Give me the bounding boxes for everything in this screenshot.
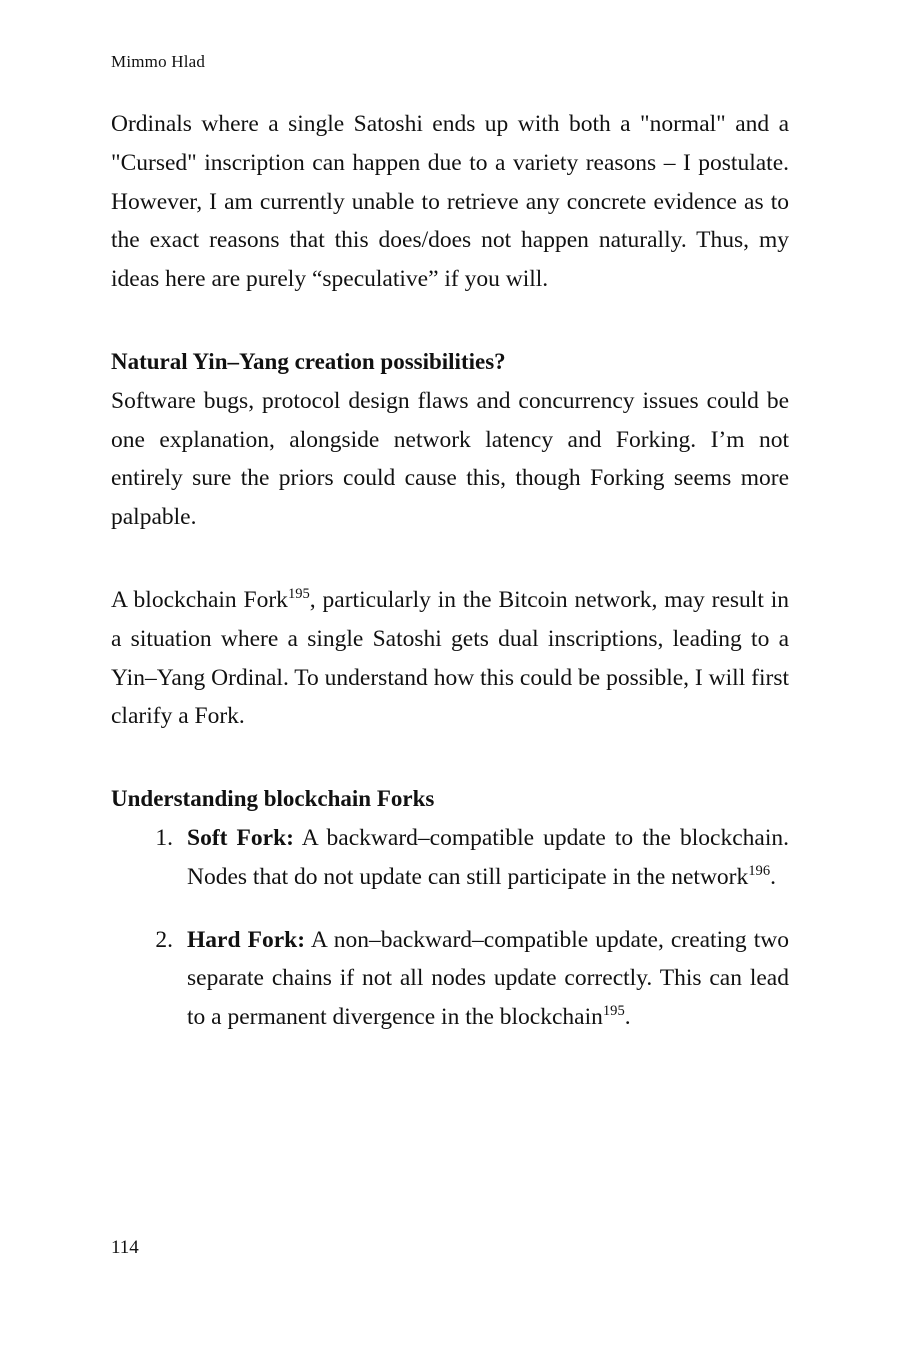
footnote-ref-196: 196	[748, 862, 771, 879]
page-number: 114	[111, 1237, 139, 1258]
list-item-text-b: .	[624, 1004, 631, 1031]
list-item-lead: Hard Fork:	[187, 926, 306, 953]
footnote-ref-195a: 195	[287, 586, 310, 603]
list-item-text-a: A backward–compatible update to the blockchain. Nodes that do not update can still participate in the network	[187, 824, 789, 890]
page-content	[111, 105, 789, 1037]
list-item-text-a: A non–backward–compatible update, creating two separate chains if not all nodes update correctly. This can lead to a permanent divergence in the blockchain	[187, 926, 789, 1031]
list-item	[111, 819, 789, 897]
spacer	[111, 736, 789, 780]
spacer	[111, 537, 789, 581]
paragraph-blockchain-fork-text-b: , particularly in the Bitcoin network, may result in a situation where a single Satoshi gets dual inscriptions, leading to a Yin–Yang Ordinal. To understand how this could be possible, I will first clarify a Fork.	[111, 586, 789, 730]
list-item	[111, 921, 789, 1037]
heading-natural-yin-yang: Natural Yin–Yang creation possibilities?	[111, 348, 506, 374]
paragraph-software-bugs: Software bugs, protocol design flaws and concurrency issues could be one explanation, alongside network latency and Forking. I’m not entirely sure the priors could cause this, though Forking seems more palpable.	[111, 387, 789, 531]
paragraph-blockchain-fork-text-a: A blockchain Fork	[111, 586, 288, 613]
running-head: Mimmo Hlad	[111, 52, 206, 71]
list-item-lead: Soft Fork:	[187, 824, 294, 851]
paragraph-ordinals: Ordinals where a single Satoshi ends up with both a "normal" and a "Cursed" inscription can happen due to a variety reasons – I postulate. However, I am currently unable to retrieve any concrete evidence as to the exact reasons that this does/does not happen naturally. Thus, my ideas here are purely “speculative” if you will.	[111, 111, 789, 293]
footnote-ref-195b: 195	[602, 1003, 625, 1020]
spacer	[111, 299, 789, 343]
heading-understanding-forks: Understanding blockchain Forks	[111, 786, 435, 812]
fork-list	[111, 819, 789, 1037]
list-item-text-b: .	[770, 863, 776, 890]
paragraph-blockchain-fork	[111, 581, 789, 736]
